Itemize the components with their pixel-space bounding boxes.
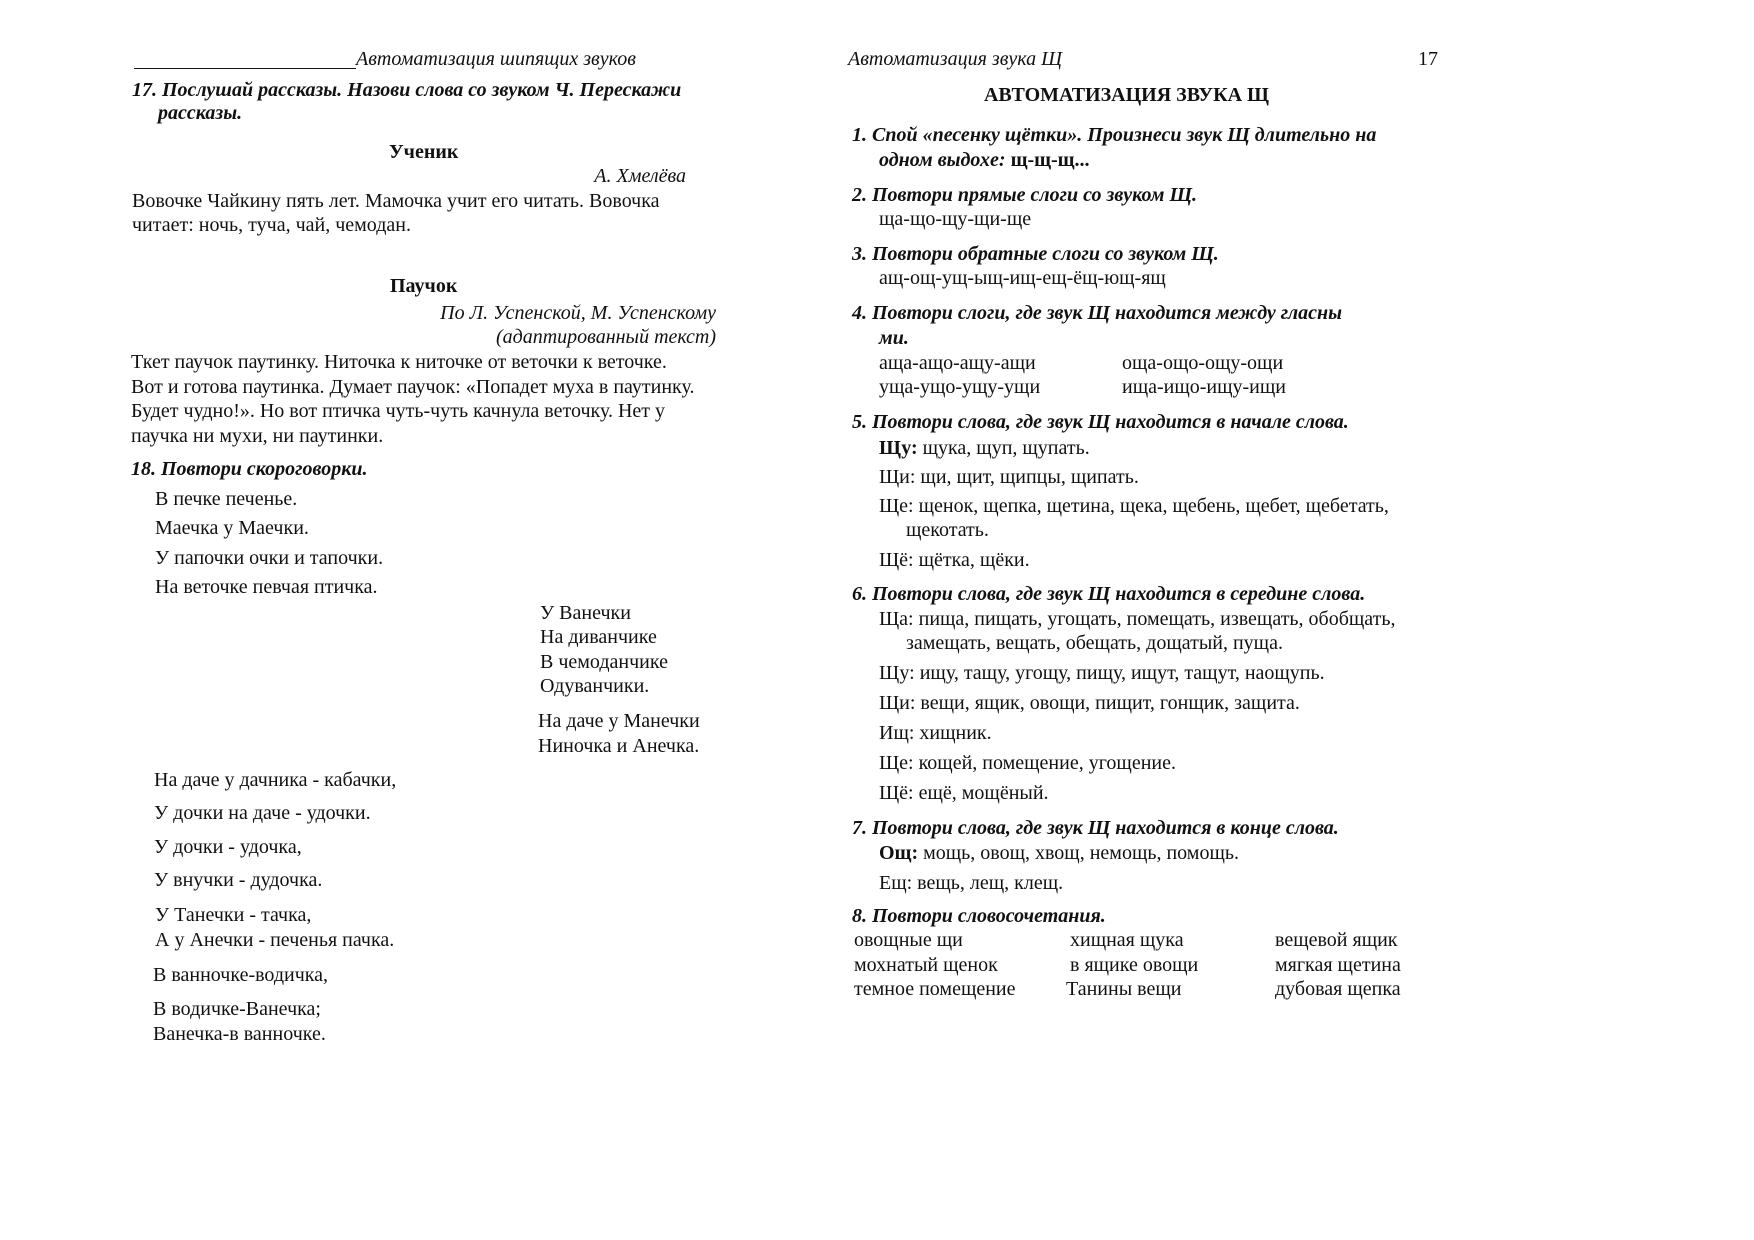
phrase: мягкая щетина [1275,954,1401,976]
ex5-words: Щё: щётка, щёки. [879,549,1030,571]
phrase: дубовая щепка [1275,978,1401,1000]
phrase: вещевой ящик [1275,929,1398,951]
tongue-twister: На веточке певчая птичка. [155,576,378,598]
ex6-words: Щё: ещё, мощёный. [879,782,1049,804]
ex5-words: Щи: щи, щит, щипцы, щипать. [879,466,1139,488]
phrase: Танины вещи [1066,978,1182,1000]
ex5-label: Щу: [879,437,918,459]
ex7-words: мощь, овощ, хвощ, немощь, помощь. [918,842,1239,864]
ex6-words: Ищ: хищник. [879,722,992,744]
ex5-title: 5. Повтори слова, где звук Щ находится в начале слова. [852,411,1349,433]
phrase: овощные щи [854,929,963,951]
ex5-words: щука, щуп, щупать. [917,437,1090,459]
poem-line: У Ванечки [540,602,631,624]
tongue-twister: У внучки - дудочка. [154,869,323,891]
ex18-title: 18. Повтори скороговорки. [131,458,368,480]
ex1-title: 1. Спой «песенку щётки». Произнеси звук Щ длительно на [852,124,1377,146]
ex4-syllables: аща-ащо-ащу-ащи [879,352,1036,374]
phrase: темное помещение [854,978,1016,1000]
ex2-syllables: ща-що-щу-щи-ще [879,208,1032,230]
tongue-twister: Ванечка-в ванночке. [153,1023,326,1045]
phrase: хищная щука [1070,929,1184,951]
header-rule [134,68,356,69]
ex6-words: Ща: пища, пищать, угощать, помещать, извещать, обобщать, [879,608,1396,630]
ex4-title: 4. Повтори слоги, где звук Щ находится между гласны [852,302,1343,324]
ex6-words: замещать, вещать, обещать, дощатый, пуща. [906,632,1283,654]
story2-line: Вот и готова паутинка. Думает паучок: «Попадет муха в паутинку. [131,376,695,398]
story1-title: Ученик [389,141,459,163]
ex6-words: Щи: вещи, ящик, овощи, пищит, гонщик, защита. [879,692,1300,714]
ex6-words: Щу: ищу, тащу, угощу, пищу, ищут, тащут, наощупь. [879,662,1325,684]
poem-line: На даче у Манечки [538,710,700,732]
story2-line: Ткет паучок паутинку. Ниточка к ниточке от веточки к веточке. [131,351,667,373]
tongue-twister: У дочки на даче - удочки. [154,802,371,824]
page-number: 17 [1418,48,1438,70]
ex6-words: Ще: кощей, помещение, угощение. [879,752,1176,774]
phrase: мохнатый щенок [854,954,998,976]
tongue-twister: Маечка у Маечки. [155,517,309,539]
ex3-title: 3. Повтори обратные слоги со звуком Щ. [852,243,1219,265]
ex17-title-cont: рассказы. [158,102,243,124]
ex7-title: 7. Повтори слова, где звук Щ находится в конце слова. [852,817,1339,839]
ex8-title: 8. Повтори словосочетания. [852,905,1106,927]
tongue-twister: В печке печенье. [155,488,298,510]
right-page [848,0,1754,1240]
story1-author: А. Хмелёва [594,165,686,187]
right-header: Автоматизация звука Щ [848,48,1062,70]
poem-line: В чемоданчике [540,651,668,673]
story1-line: читает: ночь, туча, чай, чемодан. [132,214,411,236]
tongue-twister: У Танечки - тачка, [155,904,312,926]
ex17-title: 17. Послушай рассказы. Назови слова со звуком Ч. Перескажи [132,79,682,101]
story2-line: Будет чудно!». Но вот птичка чуть-чуть качнула веточку. Нет у [131,400,666,422]
ex1-title-cont: одном выдохе: [879,149,1006,171]
tongue-twister: В ванночке-водичка, [153,964,329,986]
ex4-syllables: уща-ущо-ущу-ущи [879,376,1041,398]
tongue-twister: У папочки очки и тапочки. [155,547,384,569]
poem-line: На диванчике [540,626,657,648]
story2-author: По Л. Успенской, М. Успенскому [440,302,716,324]
ex3-syllables: ащ-ощ-ущ-ыщ-ищ-ещ-ёщ-ющ-ящ [879,267,1166,289]
tongue-twister: В водичке-Ванечка; [153,998,321,1020]
ex6-title: 6. Повтори слова, где звук Щ находится в середине слова. [852,583,1366,605]
ex1-sound: щ-щ-щ... [1005,149,1090,171]
tongue-twister: На даче у дачника - кабачки, [154,769,397,791]
poem-line: Ниночка и Анечка. [538,735,700,757]
ex4-title-cont: ми. [879,327,909,349]
story2-title: Паучок [390,275,458,297]
ex7-label: Ощ: [879,842,919,864]
story1-line: Вовочке Чайкину пять лет. Мамочка учит его читать. Вовочка [132,190,660,212]
story2-line: паучка ни мухи, ни паутинки. [131,425,384,447]
ex7-words: Ещ: вещь, лещ, клещ. [879,872,1064,894]
ex2-title: 2. Повтори прямые слоги со звуком Щ. [852,184,1197,206]
page-title: АВТОМАТИЗАЦИЯ ЗВУКА Щ [983,84,1270,106]
ex5-words: щекотать. [906,519,989,541]
ex4-syllables: оща-ощо-ощу-ощи [1122,352,1284,374]
story2-author-note: (адаптированный текст) [495,326,716,348]
ex4-syllables: ища-ищо-ищу-ищи [1122,376,1286,398]
tongue-twister: А у Анечки - печенья пачка. [155,929,395,951]
ex5-words: Ще: щенок, щепка, щетина, щека, щебень, щебет, щебетать, [879,495,1389,517]
poem-line: Одуванчики. [540,675,650,697]
tongue-twister: У дочки - удочка, [154,836,302,858]
phrase: в ящике овощи [1070,954,1199,976]
left-header: Автоматизация шипящих звуков [356,48,636,70]
